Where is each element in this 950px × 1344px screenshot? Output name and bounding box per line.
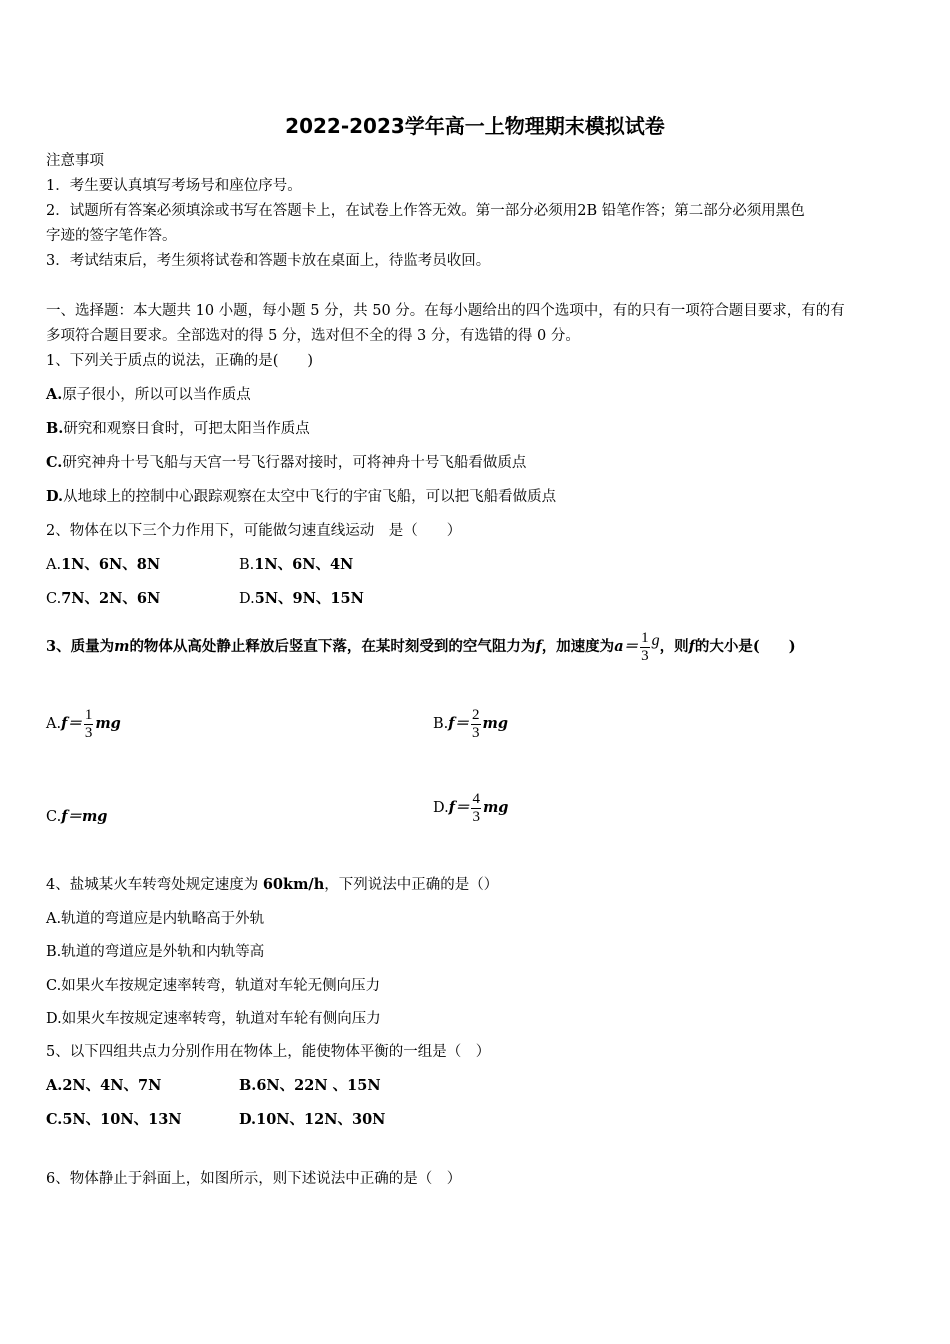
- question-3-option-a: A.f＝ $\frac{1}{3}$ mg: [46, 706, 121, 741]
- fraction: $\frac{1}{3}$: [641, 629, 649, 664]
- option-text: 研究神舟十号飞船与天宫一号飞行器对接时，可将神舟十号飞船看做质点: [62, 455, 527, 471]
- fraction: $\frac{2}{3}$: [472, 706, 480, 741]
- notice-item-2: 2．试题所有答案必须填涂或书写在答题卡上，在试卷上作答无效。第一部分必须用2B 铅笔作答；第二部分必须用黑色: [46, 203, 805, 219]
- notice-item-3: 3．考试结束后，考生须将试卷和答题卡放在桌面上，待监考员收回。: [46, 253, 491, 269]
- notice-item-1: 1．考生要认真填写考场号和座位序号。: [46, 178, 302, 194]
- question-4-option-b: B.轨道的弯道应是外轨和内轨等高: [46, 944, 265, 960]
- option-letter: C.: [46, 454, 63, 471]
- question-2-option-b: [239, 555, 353, 575]
- question-4-option-a: A.轨道的弯道应是内轨略高于外轨: [46, 911, 265, 927]
- page-title: 2022-2023学年高一上物理期末模拟试卷: [285, 114, 665, 138]
- question-5-option-c: C.5N、10N、13N: [46, 1111, 182, 1128]
- question-3-option-c: C.f＝mg: [46, 808, 108, 825]
- question-3-option-d: D.f＝ $\frac{4}{3}$ mg: [433, 790, 509, 825]
- option-text: 7N、2N、6N: [61, 590, 161, 607]
- option-letter: C.: [46, 591, 62, 607]
- option-letter: B.: [239, 557, 255, 573]
- question-3-option-b: B.f＝ $\frac{2}{3}$ mg: [433, 706, 508, 741]
- option-letter: B.: [46, 420, 64, 437]
- notice-item-2-cont: 字迹的签字笔作答。: [46, 228, 177, 244]
- question-1-option-d: [46, 487, 556, 507]
- question-5-option-b: B.6N、22N 、15N: [239, 1077, 381, 1094]
- option-text: 原子很小，所以可以当作质点: [62, 387, 251, 403]
- question-4-stem: 4、盐城某火车转弯处规定速度为 60km/h，下列说法中正确的是（）: [46, 876, 499, 893]
- notice-heading: 注意事项: [46, 153, 104, 169]
- option-letter: A.: [46, 386, 63, 403]
- question-4-option-c: C.如果火车按规定速率转弯，轨道对车轮无侧向压力: [46, 978, 381, 994]
- question-2-option-a: [46, 555, 160, 575]
- question-5-stem: 5、以下四组共点力分别作用在物体上，能使物体平衡的一组是（ ）: [46, 1044, 491, 1060]
- question-4-option-d: D.如果火车按规定速率转弯，轨道对车轮有侧向压力: [46, 1011, 381, 1027]
- question-5-option-a: A.2N、4N、7N: [46, 1077, 162, 1094]
- option-text: 5N、9N、15N: [254, 590, 364, 607]
- fraction: $\frac{4}{3}$: [472, 790, 480, 825]
- option-text: 研究和观察日食时，可把太阳当作质点: [63, 421, 310, 437]
- question-6-stem: 6、物体静止于斜面上，如图所示，则下述说法中正确的是（ ）: [46, 1171, 462, 1187]
- option-text: 从地球上的控制中心跟踪观察在太空中飞行的宇宙飞船，可以把飞船看做质点: [63, 489, 557, 505]
- fraction: $\frac{1}{3}$: [84, 706, 93, 741]
- question-2-stem: 2、物体在以下三个力作用下，可能做匀速直线运动 是（ ）: [46, 523, 462, 539]
- section-instructions-line1: 一、选择题：本大题共 10 小题，每小题 5 分，共 50 分。在每小题给出的四个选项中，有的只有一项符合题目要求，有的有: [46, 303, 845, 319]
- question-1-option-c: [46, 453, 526, 473]
- question-2-option-d: [239, 589, 364, 609]
- question-5-option-d: D.10N、12N、30N: [239, 1111, 386, 1128]
- question-3-stem: 3、质量为m的物体从高处静止释放后竖直下落，在某时刻受到的空气阻力为f，加速度为a＝ $\frac{1}{3}$ g，则f的大小是( ): [46, 629, 796, 664]
- question-1-stem: 1、下列关于质点的说法，正确的是( ): [46, 353, 314, 369]
- option-letter: D.: [46, 488, 64, 505]
- option-letter: D.: [239, 591, 255, 607]
- section-instructions-line2: 多项符合题目要求。全部选对的得 5 分，选对但不全的得 3 分，有选错的得 0 分。: [46, 328, 580, 344]
- question-2-option-c: [46, 589, 160, 609]
- question-1-option-b: [46, 419, 310, 439]
- option-text: 1N、6N、8N: [61, 556, 161, 573]
- option-letter: A.: [46, 557, 62, 573]
- question-1-option-a: [46, 385, 251, 405]
- option-text: 1N、6N、4N: [254, 556, 354, 573]
